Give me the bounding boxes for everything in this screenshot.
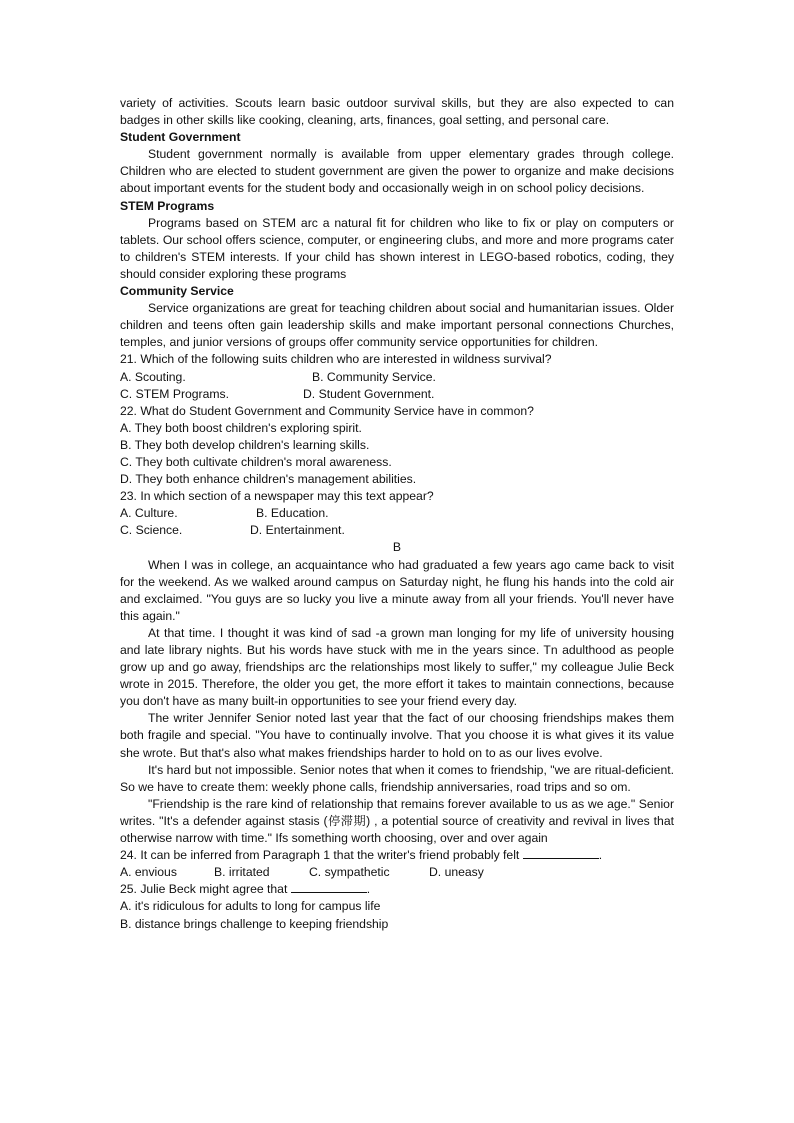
question-22-option-c: C. They both cultivate children's moral awareness.	[120, 454, 392, 469]
question-25-stem: 25. Julie Beck might agree that	[120, 882, 288, 897]
section-heading-community-service: Community Service	[120, 284, 234, 299]
section-body-community-service: Service organizations are great for teaching children about social and humanitarian issues. Older children and teens often gain leadership skills and make important personal connections Churches, temples, and junior versions of groups offer community service opportunities for children.	[120, 301, 674, 350]
question-21-stem: 21. Which of the following suits children who are interested in wildness survival?	[120, 352, 552, 367]
question-23-option-d: D. Entertainment.	[250, 523, 345, 538]
passage-b-paragraph-2: At that time. I thought it was kind of sad -a grown man longing for my life of university housing and late library nights. But his words have stuck with me in the years since. Tn adulthood as people grow up and go away, friendships arc the relationships most likely to suffer," my colleague Julie Beck wrote in 2015. Therefore, the older you get, the more effort it takes to maintain connections, because you don't have as many built-in opportunities to see your friend every day.	[120, 625, 674, 709]
question-21-option-c: C. STEM Programs.	[120, 386, 230, 401]
question-24-option-b: B. irritated	[214, 865, 270, 880]
question-23-options-row-2	[120, 522, 674, 539]
section-heading-stem: STEM Programs	[120, 198, 215, 213]
question-23-option-b: B. Education.	[256, 506, 329, 521]
question-23-options-row-1	[120, 505, 674, 522]
question-21-option-a: A. Scouting.	[120, 369, 186, 384]
question-22-option-a: A. They both boost children's exploring spirit.	[120, 420, 362, 435]
section-body-stem: Programs based on STEM arc a natural fit for children who like to fix or play on computers or tablets. Our school offers science, computer, or engineering clubs, and more and more programs cater to children's STEM interests. If your child has shown interest in LEGO-based robotics, coding, they should consider exploring these programs	[120, 215, 674, 281]
question-21-options-row-2	[120, 386, 674, 403]
section-heading-student-government: Student Government	[120, 130, 241, 145]
question-25-option-a: A. it's ridiculous for adults to long for campus life	[120, 899, 381, 914]
passage-b-paragraph-5: "Friendship is the rare kind of relationship that remains forever available to us as we age." Senior writes. "It's a defender against stasis (停滞期) , a potential source of creativity and revival in lives that otherwise narrow with time." Ifs something worth choosing, over and over again	[120, 796, 674, 846]
question-25-stem-line	[120, 881, 674, 898]
question-24-answer-blank	[523, 847, 599, 859]
question-24-options	[120, 864, 674, 881]
document-page	[120, 95, 674, 933]
question-24-option-c: C. sympathetic	[309, 865, 390, 880]
question-21-option-b: B. Community Service.	[312, 369, 436, 384]
question-25-option-b: B. distance brings challenge to keeping friendship	[120, 916, 389, 931]
question-21-option-d: D. Student Government.	[303, 386, 435, 401]
intro-paragraph-tail: variety of activities. Scouts learn basic outdoor survival skills, but they are also expected to can badges in other skills like cooking, cleaning, arts, finances, goal setting, and personal care.	[120, 96, 674, 128]
passage-b-paragraph-1: When I was in college, an acquaintance who had graduated a few years ago came back to visit for the weekend. As we walked around campus on Saturday night, he flung his hands into the cold air and exclaimed. "You guys are so lucky you live a minute away from all your friends. You'll never have this again."	[120, 557, 674, 623]
question-25-stem-end: .	[366, 882, 371, 897]
question-24-option-d: D. uneasy	[429, 865, 484, 880]
question-25-answer-blank	[291, 881, 367, 893]
question-24-stem-line	[120, 847, 674, 864]
question-22-option-b: B. They both develop children's learning skills.	[120, 437, 370, 452]
question-23-option-c: C. Science.	[120, 523, 183, 538]
question-23-option-a: A. Culture.	[120, 506, 178, 521]
question-24-option-a: A. envious	[120, 865, 177, 880]
question-22-option-d: D. They both enhance children's management abilities.	[120, 472, 417, 487]
section-body-student-government: Student government normally is available from upper elementary grades through college. Children who are elected to student government are given the power to organize and make decisions about important events for the student body and occasionally weigh in on school policy decisions.	[120, 147, 674, 196]
question-21-options-row-1	[120, 369, 674, 386]
question-22-stem: 22. What do Student Government and Community Service have in common?	[120, 403, 534, 418]
passage-b-paragraph-3: The writer Jennifer Senior noted last year that the fact of our choosing friendships makes them both fragile and special. "You have to continually involve. That you choose it is what gives it its value she wrote. But that's also what makes friendships harder to hold on to as our lives evolve.	[120, 711, 674, 760]
question-24-stem-end: .	[598, 848, 603, 863]
passage-b-label: B	[392, 540, 402, 555]
passage-b-paragraph-4: It's hard but not impossible. Senior notes that when it comes to friendship, "we are ritual-deficient. So we have to create them: weekly phone calls, friendship anniversaries, road trips and so om.	[120, 762, 674, 794]
question-23-stem: 23. In which section of a newspaper may this text appear?	[120, 489, 434, 504]
question-24-stem: 24. It can be inferred from Paragraph 1 that the writer's friend probably felt	[120, 848, 520, 863]
